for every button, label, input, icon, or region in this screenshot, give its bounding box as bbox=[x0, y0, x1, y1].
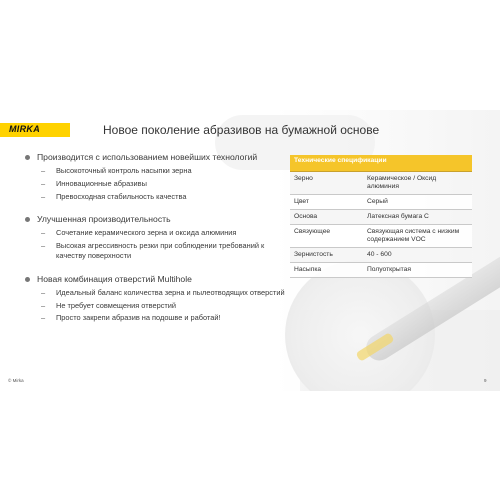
sub-bullet: – Высокоточный контроль насыпки зерна bbox=[41, 166, 192, 175]
logo-text: MIRKA bbox=[9, 124, 40, 134]
slide-title: Новое поколение абразивов на бумажной основе bbox=[103, 123, 380, 137]
spec-value: Полуоткрытая bbox=[367, 266, 411, 273]
spec-key: Насыпка bbox=[294, 266, 322, 273]
spec-row bbox=[290, 248, 472, 263]
bullet-item bbox=[23, 214, 288, 225]
sub-bullet-text: Идеальный баланс количества зерна и пылеотводящих отверстий bbox=[56, 287, 285, 297]
bullet-dot-icon bbox=[25, 277, 30, 282]
spec-value: Серый bbox=[367, 198, 388, 205]
bullet-label: Новая комбинация отверстий Multihole bbox=[37, 273, 192, 284]
sub-bullet-text: Сочетание керамического зерна и оксида алюминия bbox=[56, 228, 237, 238]
spec-key: Зернистость bbox=[294, 251, 333, 258]
sub-bullet-text: Просто закрепи абразив на подошве и работай! bbox=[56, 313, 221, 323]
spec-row bbox=[290, 263, 472, 278]
spec-table-header: Технические спецификации bbox=[290, 155, 472, 172]
bullet-list bbox=[23, 152, 288, 336]
bullet-dot-icon bbox=[25, 155, 30, 160]
sub-bullet: – Идеальный баланс количества зерна и пылеотводящих отверстий bbox=[41, 287, 285, 297]
bullet-item bbox=[23, 274, 288, 285]
sub-bullet-text: Высокоточный контроль насыпки зерна bbox=[56, 166, 192, 175]
spec-row bbox=[290, 210, 472, 225]
footer-copyright: © Mirka bbox=[8, 378, 24, 383]
sub-bullet: – Просто закрепи абразив на подошве и работай! bbox=[41, 313, 221, 323]
spec-key: Связующее bbox=[294, 228, 331, 235]
spec-value: Латексная бумага С bbox=[367, 213, 429, 220]
mirka-logo bbox=[0, 123, 70, 137]
spec-table-body bbox=[290, 172, 472, 278]
spec-row bbox=[290, 225, 472, 248]
spec-value: Керамическое / Оксид алюминия bbox=[367, 175, 437, 190]
slide bbox=[0, 110, 500, 391]
spec-key: Зерно bbox=[294, 175, 313, 182]
sub-bullet-text: Превосходная стабильность качества bbox=[56, 191, 187, 201]
sub-bullet-text: Инновационные абразивы bbox=[56, 178, 147, 188]
sub-bullet-text: Не требует совмещения отверстий bbox=[56, 300, 177, 310]
sub-bullet: – Инновационные абразивы bbox=[41, 178, 147, 188]
spec-key: Основа bbox=[294, 213, 318, 220]
bullet-group bbox=[23, 274, 288, 323]
sub-bullet: – Высокая агрессивность резки при соблюдении требований к качеству поверхности bbox=[41, 241, 288, 261]
bullet-dot-icon bbox=[25, 217, 30, 222]
bullet-group bbox=[23, 214, 288, 260]
bullet-item bbox=[23, 152, 288, 163]
sub-bullet: – Сочетание керамического зерна и оксида алюминия bbox=[41, 228, 237, 238]
bullet-label: Производится с использованием новейших технологий bbox=[37, 152, 258, 162]
spec-value: 40 - 600 bbox=[367, 251, 392, 258]
spec-row bbox=[290, 195, 472, 210]
spec-value: Связующая система с низким содержанием VOC bbox=[367, 228, 460, 243]
bullet-label: Улучшенная производительность bbox=[37, 214, 171, 225]
sub-bullet: – Не требует совмещения отверстий bbox=[41, 300, 177, 310]
spec-table bbox=[290, 155, 472, 278]
bullet-group bbox=[23, 152, 288, 201]
sub-bullet-text: Высокая агрессивность резки при соблюдении требований к качеству поверхности bbox=[56, 241, 265, 260]
sub-bullet: – Превосходная стабильность качества bbox=[41, 191, 187, 201]
spec-key: Цвет bbox=[294, 198, 309, 205]
footer-page-number: 9 bbox=[484, 378, 487, 383]
spec-row bbox=[290, 172, 472, 195]
